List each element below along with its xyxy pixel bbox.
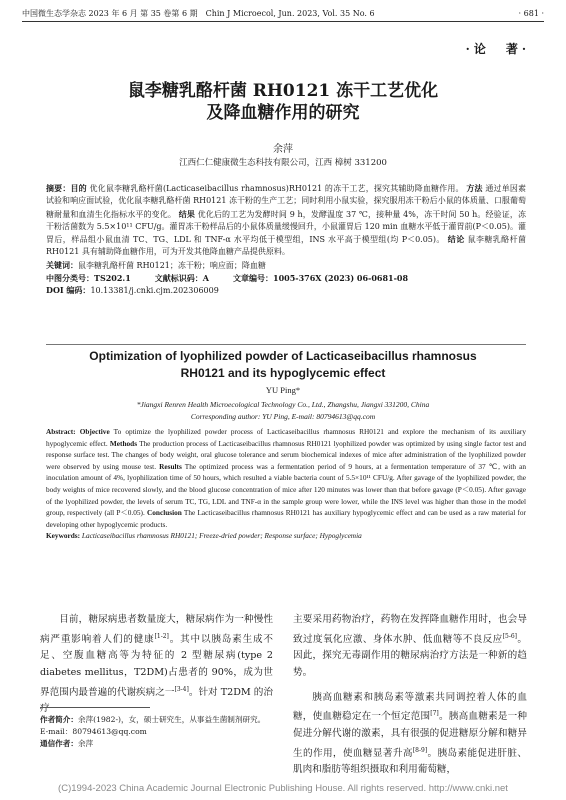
abstract-en-label: Abstract: bbox=[46, 427, 76, 436]
author-cn: 余萍 bbox=[273, 144, 293, 155]
conclusion-cn: 鼠李糖乳酪杆菌 RH0121 具有辅助降血糖作用，可为开发其他降血糖产品提供原料。 bbox=[46, 235, 526, 257]
footnote-rule bbox=[40, 707, 150, 708]
doi-link[interactable]: 10.13381/j.cnki.cjm.202306009 bbox=[90, 286, 219, 296]
objective-cn-label: 目的 bbox=[70, 183, 87, 193]
title-en-line-1: Optimization of lyophilized powder of Lacticaseibacillus rhamnosus bbox=[89, 349, 477, 363]
keywords-en-label: Keywords: bbox=[46, 531, 81, 541]
affiliation-en: *Jiangxi Renren Health Microecological Technology Co., Ltd., Zhangshu, Jiangxi 331200, China bbox=[136, 400, 430, 409]
method-cn-label: 方法 bbox=[466, 183, 483, 193]
author-en: YU Ping* bbox=[265, 385, 301, 395]
abstract-en bbox=[46, 426, 526, 542]
objective-en: To optimize the lyophilized powder process of Lacticaseibacillus rhamnosus RH0121 and explore the mechanism of its auxiliary hypoglycemic effect. bbox=[46, 427, 526, 448]
citation: [8-9] bbox=[412, 746, 428, 754]
running-header bbox=[22, 6, 544, 20]
method-en: The production process of Lacticaseibacillus rhamnosus RH0121 lyophilized powder was optimized by using single factor test and response surface test. The changes of body weight, oral glucose tolerance and serum biochemical indexes of mice after administration of the lyophilized powder were observed by using mouse test. bbox=[46, 438, 526, 471]
result-cn: 优化后的工艺为发酵时间 9 h，发酵温度 37 ℃，接种量 4%，冻干时间 50 h。经验证，冻干粉活菌数为 5.5×10¹¹ CFU/g。灌胃冻干粉样品后的小鼠体质量缓慢回升，小鼠灌胃后 120 min 血糖水平低于灌胃前(P＜0.05)。灌胃后，样品组小鼠血清 TC、TG、LDL 和 TNF-α 水平均低于模型组，INS 水平高于模型组(均 P＜0.05)。 bbox=[46, 209, 527, 245]
classification-line bbox=[46, 272, 526, 284]
doi-label: DOI 编码： bbox=[46, 285, 91, 296]
body-paragraph-2 bbox=[293, 612, 527, 682]
method-en-label: Methods bbox=[109, 438, 138, 448]
copyright-watermark: (C)1994-2023 China Academic Journal Electronic Publishing House. All rights reserved. http://www.cnki.net bbox=[58, 783, 508, 794]
body-text: 胰高血糖素和胰岛素等激素共同调控着人体的血糖，使血糖稳定在一个恒定范围 bbox=[293, 691, 527, 723]
author-bio-label: 作者简介： bbox=[40, 715, 78, 724]
citation: [5-6] bbox=[502, 632, 518, 640]
keywords-cn-label: 关键词： bbox=[46, 259, 78, 270]
title-en-line-2: RH0121 and its hypoglycemic effect bbox=[180, 366, 386, 380]
title-cn-line-2: 及降血糖作用的研究 bbox=[206, 103, 360, 123]
keywords-en: Lacticaseibacillus rhamnosus RH0121; Freeze-dried powder; Response surface; Hypoglycemia bbox=[81, 531, 362, 541]
affiliation-cn: 江西仁仁健康微生态科技有限公司，江西 樟树 331200 bbox=[179, 158, 387, 168]
journal-citation: 中国微生态学杂志 2023 年 6 月 第 35 卷第 6 期 Chin J Microecol, Jun. 2023, Vol. 35 No. 6 bbox=[22, 8, 375, 18]
author-bio-line bbox=[40, 714, 273, 738]
author-bio: 余萍(1982-)，女，硕士研究生，从事益生菌制剂研究。E-mail：80794613@qq.com bbox=[40, 715, 266, 736]
conclusion-cn-label: 结论 bbox=[447, 234, 465, 245]
body-text: 。因此，探究无毒副作用的糖尿病治疗方法是一种新的趋势。 bbox=[293, 633, 527, 678]
abstract-cn-label: 摘要： bbox=[46, 183, 71, 193]
header-rule bbox=[22, 21, 544, 22]
title-cn bbox=[40, 80, 526, 124]
corresponding-author-en: Corresponding author: YU Ping, E-mail: 80794613@qq.com bbox=[190, 412, 376, 421]
body-paragraph-1 bbox=[40, 612, 273, 718]
citation: [7] bbox=[430, 710, 439, 718]
method-cn: 通过单因素试验和响应面试验，优化鼠李糖乳酪杆菌 RH0121 冻干粉的生产工艺；同时利用小鼠实验，探究服用冻干粉后小鼠的体质量、口服葡萄糖耐量和血清生化指标水平的变化。 bbox=[46, 184, 527, 219]
body-right-column bbox=[293, 612, 527, 779]
section-divider bbox=[46, 344, 526, 345]
body-text: 。其中以胰岛素生成不足、空腹血糖高等为特征的 2 型糖尿病(type 2 diabetes mellitus，T2DM)占患者的 90%，成为世界范围内最普遍的代谢疾病之一 bbox=[40, 633, 274, 698]
keywords-cn-line bbox=[46, 259, 526, 272]
footnote bbox=[40, 714, 273, 750]
objective-en-label: Objective bbox=[79, 427, 110, 436]
conclusion-en: The Lacticaseibacillus rhamnosus RH0121 has auxiliary hypoglycemic effect and can be used as a raw material for developing other hypoglycemic products. bbox=[46, 508, 526, 529]
body-text: 。胰岛素能促进肝脏、肌肉和脂肪等组织摄取和利用葡萄糖， bbox=[293, 747, 527, 776]
abstract-cn bbox=[46, 182, 526, 298]
page-number: · 681 · bbox=[518, 8, 544, 18]
keywords-cn: 鼠李糖乳酪杆菌 RH0121；冻干粉；响应面；降血糖 bbox=[78, 260, 266, 270]
body-text: 主要采用药物治疗，药物在发挥降血糖作用时，也会导致过度氧化应激、身体水肿、低血糖等不良反应 bbox=[293, 614, 527, 645]
keywords-en-line bbox=[46, 530, 526, 542]
objective-cn: 优化鼠李糖乳酪杆菌(Lacticaseibacillus rhamnosus)RH0121 的冻干工艺，探究其辅助降血糖作用。 bbox=[89, 184, 464, 193]
citation: [3-4] bbox=[174, 685, 189, 693]
contact-line bbox=[40, 738, 273, 750]
result-cn-label: 结果 bbox=[178, 208, 195, 219]
document-code: 文献标识码：A bbox=[154, 273, 209, 284]
body-text: 。胰高血糖素是一种促进分解代谢的激素，具有很强的促进糖原分解和糖异生的作用，使血糖显著升高 bbox=[293, 711, 528, 759]
body-left-column bbox=[40, 612, 273, 718]
body-paragraph-3 bbox=[293, 690, 527, 779]
conclusion-en-label: Conclusion bbox=[146, 508, 182, 518]
title-cn-line-1: 鼠李糖乳酪杆菌 RH0121 冻干工艺优化 bbox=[127, 81, 439, 101]
citation: [1-2] bbox=[154, 632, 169, 640]
clc-number: 中图分类号：TS202.1 bbox=[46, 273, 131, 284]
contact-name: 余萍 bbox=[77, 739, 94, 748]
contact-label: 通信作者： bbox=[40, 739, 78, 748]
title-en bbox=[30, 348, 536, 382]
article-number: 文章编号：1005-376X (2023) 06-0681-08 bbox=[233, 273, 409, 284]
body-text: 目前，糖尿病患者数量庞大，糖尿病作为一种慢性病严重影响着人们的健康 bbox=[40, 614, 273, 645]
doi-line bbox=[46, 284, 526, 297]
result-en: The optimized process was a fermentation period of 9 hours, at a fermentation temperature of 37 ℃, with an inoculation amount of 4%, lyophilization time of 50 hours, which resulted a viable bacteria count of 5.5×10¹¹ CFU/g. After gavage of the lyophilized powder, the body weights of mice recovered slowly, and the blood glucose concentration of mice after 120 minutes was lower than that before gavage (P＜0.05). After gavage of the lyophilized powder, the levels of serum TC, TG, LDL and TNF-α in the sample group were lower, while the INS level was higher than those in the model group, respectively (all P＜0.05). bbox=[46, 461, 526, 518]
section-label: ·论 著· bbox=[465, 42, 530, 56]
body-text: 。针对 T2DM 的治疗 bbox=[40, 686, 273, 715]
result-en-label: Results bbox=[159, 461, 182, 471]
